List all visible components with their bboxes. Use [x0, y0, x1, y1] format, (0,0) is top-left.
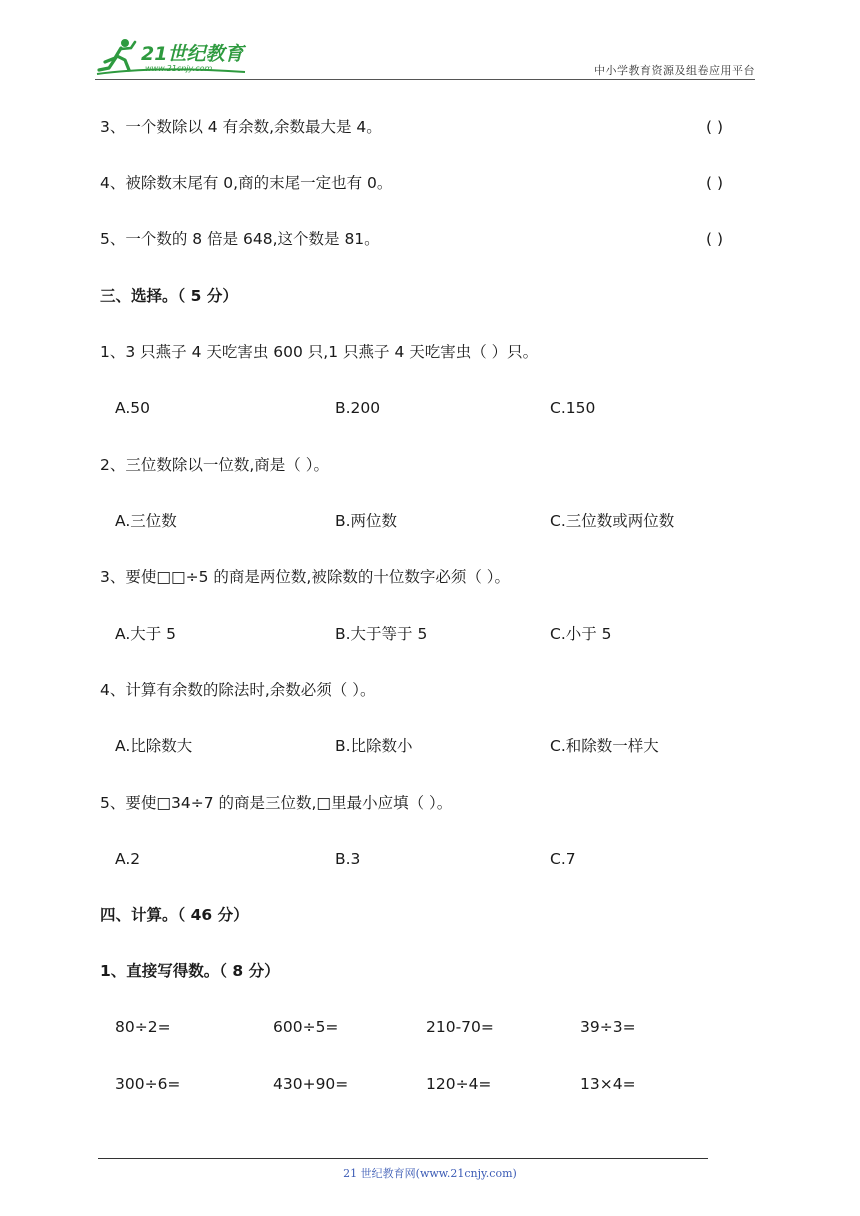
- choice-question-4: 4、计算有余数的除法时,余数必须（ ）。: [100, 681, 376, 699]
- choice-question-1: 1、3 只燕子 4 天吃害虫 600 只,1 只燕子 4 天吃害虫（ ）只。: [100, 343, 539, 361]
- section-3-title: 三、选择。（ 5 分）: [100, 287, 238, 305]
- header-slogan: 中小学教育资源及组卷应用平台: [594, 64, 755, 77]
- answer-paren-4[interactable]: ( ): [706, 174, 724, 192]
- choice-3-option-b[interactable]: B.大于等于 5: [335, 625, 428, 643]
- header-divider: [95, 79, 755, 80]
- choice-question-2: 2、三位数除以一位数,商是（ ）。: [100, 456, 329, 474]
- footer-link[interactable]: 21 世纪教育网(www.21cnjy.com): [343, 1167, 517, 1180]
- page-header: [95, 36, 755, 80]
- choice-2-option-c[interactable]: C.三位数或两位数: [550, 512, 675, 530]
- svg-text:www.21cnjy.com: www.21cnjy.com: [145, 64, 213, 73]
- choice-5-option-a[interactable]: A.2: [115, 850, 141, 868]
- answer-paren-3[interactable]: ( ): [706, 118, 724, 136]
- footer-divider: [98, 1158, 708, 1159]
- choice-1-option-a[interactable]: A.50: [115, 399, 150, 417]
- choice-question-5: 5、要使□34÷7 的商是三位数,□里最小应填（ ）。: [100, 794, 453, 812]
- calc-item: 430+90=: [273, 1075, 349, 1093]
- judge-item-3: 3、一个数除以 4 有余数,余数最大是 4。: [100, 118, 382, 136]
- choice-1-option-b[interactable]: B.200: [335, 399, 381, 417]
- runner-logo-icon: [95, 36, 265, 78]
- choice-4-option-a[interactable]: A.比除数大: [115, 737, 193, 755]
- choice-1-option-c[interactable]: C.150: [550, 399, 596, 417]
- section-4-title: 四、计算。（ 46 分）: [100, 906, 249, 924]
- calc-item: 13×4=: [580, 1075, 636, 1093]
- choice-3-option-a[interactable]: A.大于 5: [115, 625, 177, 643]
- calc-item: 120÷4=: [426, 1075, 492, 1093]
- choice-question-3: 3、要使□□÷5 的商是两位数,被除数的十位数字必须（ ）。: [100, 568, 511, 586]
- choice-5-option-c[interactable]: C.7: [550, 850, 576, 868]
- svg-text:21世纪教育: 21世纪教育: [141, 43, 244, 65]
- judge-item-4: 4、被除数末尾有 0,商的末尾一定也有 0。: [100, 174, 393, 192]
- calc-item: 210-70=: [426, 1018, 494, 1036]
- site-logo: [95, 36, 265, 78]
- judge-item-5: 5、一个数的 8 倍是 648,这个数是 81。: [100, 230, 380, 248]
- calc-item: 600÷5=: [273, 1018, 339, 1036]
- choice-5-option-b[interactable]: B.3: [335, 850, 361, 868]
- choice-4-option-b[interactable]: B.比除数小: [335, 737, 413, 755]
- section-4-sub1-title: 1、直接写得数。（ 8 分）: [100, 962, 280, 980]
- choice-2-option-a[interactable]: A.三位数: [115, 512, 177, 530]
- calc-item: 39÷3=: [580, 1018, 636, 1036]
- choice-4-option-c[interactable]: C.和除数一样大: [550, 737, 659, 755]
- answer-paren-5[interactable]: ( ): [706, 230, 724, 248]
- choice-2-option-b[interactable]: B.两位数: [335, 512, 398, 530]
- choice-3-option-c[interactable]: C.小于 5: [550, 625, 612, 643]
- calc-item: 300÷6=: [115, 1075, 181, 1093]
- calc-item: 80÷2=: [115, 1018, 171, 1036]
